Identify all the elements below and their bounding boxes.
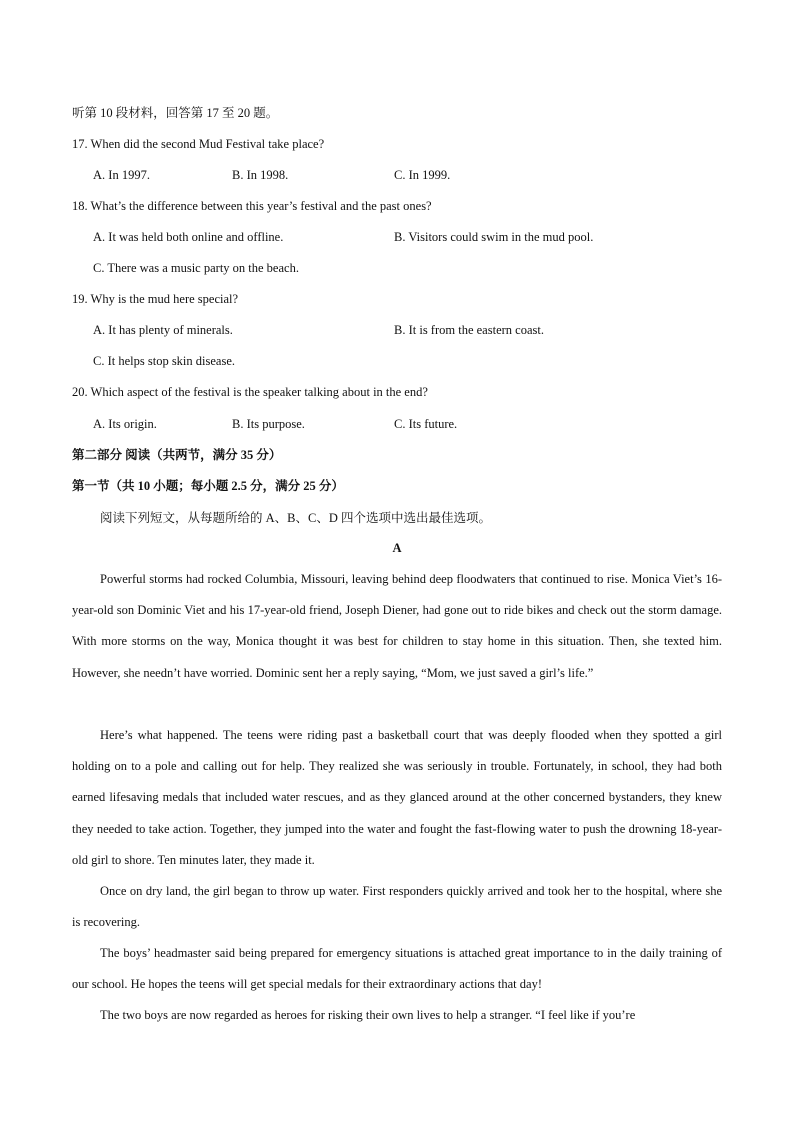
passage-paragraph-4: The boys’ headmaster said being prepared for emergency situations is attached great importance to in the daily training of our school. He hopes the teens will get special medals for their extraordinary actions that day!	[72, 946, 722, 992]
question-20-stem: 20. Which aspect of the festival is the speaker talking about in the end?	[72, 385, 428, 399]
question-20-option-b: B. Its purpose.	[232, 417, 305, 431]
question-19-option-b: B. It is from the eastern coast.	[394, 323, 544, 337]
question-19-option-c: C. It helps stop skin disease.	[93, 354, 236, 368]
section-one-heading: 第一节（共 10 小题；每小题 2.5 分，满分 25 分）	[72, 479, 344, 493]
question-18-option-a: A. It was held both online and offline.	[93, 230, 284, 244]
part-two-heading: 第二部分 阅读（共两节，满分 35 分）	[72, 448, 282, 462]
passage-paragraph-3: Once on dry land, the girl began to throw up water. First responders quickly arrived and took her to the hospital, where she is recovering.	[72, 884, 722, 930]
passage-paragraph-5: The two boys are now regarded as heroes for risking their own lives to help a stranger. “I feel like if you’re	[100, 1008, 636, 1022]
question-17-option-c: C. In 1999.	[394, 168, 451, 182]
reading-instructions: 阅读下列短文，从每题所给的 A、B、C、D 四个选项中选出最佳选项。	[100, 511, 491, 525]
question-18-stem: 18. What’s the difference between this year’s festival and the past ones?	[72, 199, 432, 213]
question-17-stem: 17. When did the second Mud Festival take place?	[72, 137, 325, 151]
question-18-option-b: B. Visitors could swim in the mud pool.	[394, 230, 594, 244]
passage-paragraph-2: Here’s what happened. The teens were riding past a basketball court that was deeply flooded when they spotted a girl holding on to a pole and calling out for help. They realized she was seriously in trouble. Fortunately, in school, they had both earned lifesaving medals that included water rescues, and as they glanced around at the other concerned bystanders, they knew they needed to take action. Together, they jumped into the water and fought the fast-flowing water to push the drowning 18-year-old girl to shore. Ten minutes later, they made it.	[72, 728, 722, 867]
question-18-option-c: C. There was a music party on the beach.	[93, 261, 299, 275]
question-17-option-b: B. In 1998.	[232, 168, 289, 182]
question-17-option-a: A. In 1997.	[93, 168, 150, 182]
listening-instruction: 听第 10 段材料，回答第 17 至 20 题。	[72, 106, 279, 120]
question-19-option-a: A. It has plenty of minerals.	[93, 323, 233, 337]
passage-paragraph-1: Powerful storms had rocked Columbia, Missouri, leaving behind deep floodwaters that continued to rise. Monica Viet’s 16-year-old son Dominic Viet and his 17-year-old friend, Joseph Diener, had gone out to ride bikes and check out the storm damage. With more storms on the way, Monica thought it was best for children to stay home in this situation. Then, she texted him. However, she needn’t have worried. Dominic sent her a reply saying, “Mom, we just saved a girl’s life.”	[72, 572, 722, 680]
question-20-option-a: A. Its origin.	[93, 417, 157, 431]
passage-label: A	[392, 541, 402, 555]
question-19-stem: 19. Why is the mud here special?	[72, 292, 239, 306]
question-20-option-c: C. Its future.	[394, 417, 458, 431]
